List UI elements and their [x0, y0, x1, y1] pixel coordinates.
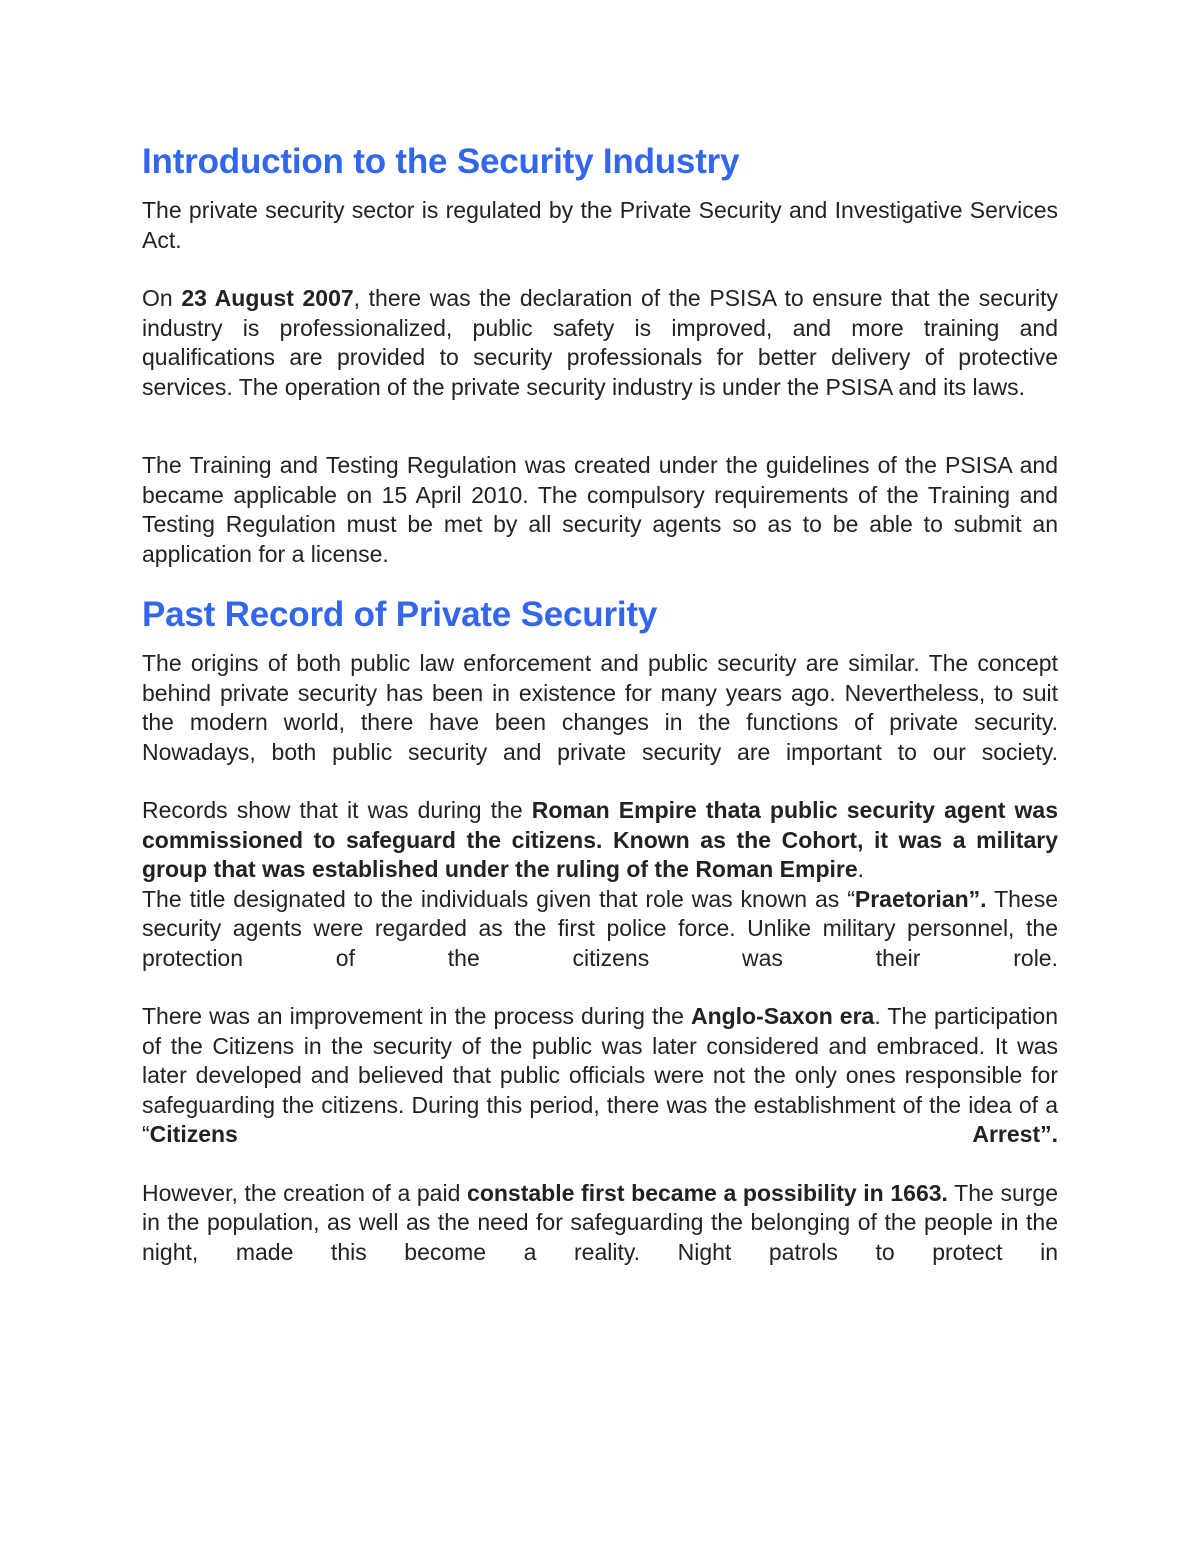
bold-date: 23 August 2007: [181, 285, 354, 311]
paragraph-roman-empire: [142, 796, 1058, 885]
text-run: , there was the declaration of the PSISA to ensure that the security industry is professionalized, public safety is improved, and more training and qualifications are provided to security professionals for better delivery of protective services. The operation of the private security industry is under the PSISA and its laws.: [142, 285, 1058, 400]
bold-roman-empire: Roman Empire thata public security agent was commissioned to safeguard the citizens. Known as the Cohort, it was a military group that was established under the ruling of the Roman Empire: [142, 797, 1058, 882]
text-run: However, the creation of a paid: [142, 1179, 468, 1206]
bold-constable: constable first became a possibility in 1663.: [467, 1179, 948, 1206]
document-page: [142, 140, 1058, 1267]
text-run: There was an improvement in the process during the: [142, 1003, 691, 1029]
text-run: On: [142, 285, 182, 311]
text-run: Records show that it was during the: [142, 797, 532, 823]
text-run: The surge in the population, as well as the need for safeguarding the belonging of the people in the night, made this become a reality. Night patrols to protect in: [142, 1179, 1058, 1265]
bold-anglo-saxon: Anglo-Saxon era: [690, 1003, 875, 1029]
text-run: These security agents were regarded as the first police force. Unlike military personnel, the protection of the citizens was their role.: [142, 885, 1058, 971]
text-run: . The participation of the Citizens in the security of the public was later considered and embraced. It was later developed and believed that public officials were not the only ones responsible for safeguarding the citizens. During this period, there was the establishment of the idea of a “: [142, 1003, 1058, 1147]
bold-citizens-arrest: Citizens Arrest”.: [149, 1121, 1058, 1147]
paragraph-anglo-saxon: [142, 1002, 1058, 1150]
paragraph-psisa-regulation: The private security sector is regulated by the Private Security and Investigative Services Act.: [142, 197, 1058, 253]
section-heading-introduction: Introduction to the Security Industry: [142, 142, 740, 181]
text-run: The title designated to the individuals given that role was known as “: [142, 885, 855, 912]
paragraph-origins: The origins of both public law enforcement and public security are similar. The concept behind private security has been in existence for many years ago. Nevertheless, to suit the modern world, there have been changes in the functions of private security. Nowadays, both public security and private security are important to our society.: [142, 650, 1058, 765]
text-run: .: [857, 856, 865, 882]
paragraph-constable: [142, 1179, 1058, 1268]
paragraph-training-regulation: The Training and Testing Regulation was created under the guidelines of the PSISA and became applicable on 15 April 2010. The compulsory requirements of the Training and Testing Regulation must be met by all security agents so as to be able to submit an application for a license.: [142, 452, 1058, 567]
paragraph-psisa-declaration: [142, 284, 1058, 402]
paragraph-praetorian: [142, 885, 1058, 974]
bold-praetorian: Praetorian”.: [854, 885, 987, 912]
section-heading-past-record: Past Record of Private Security: [142, 595, 658, 634]
